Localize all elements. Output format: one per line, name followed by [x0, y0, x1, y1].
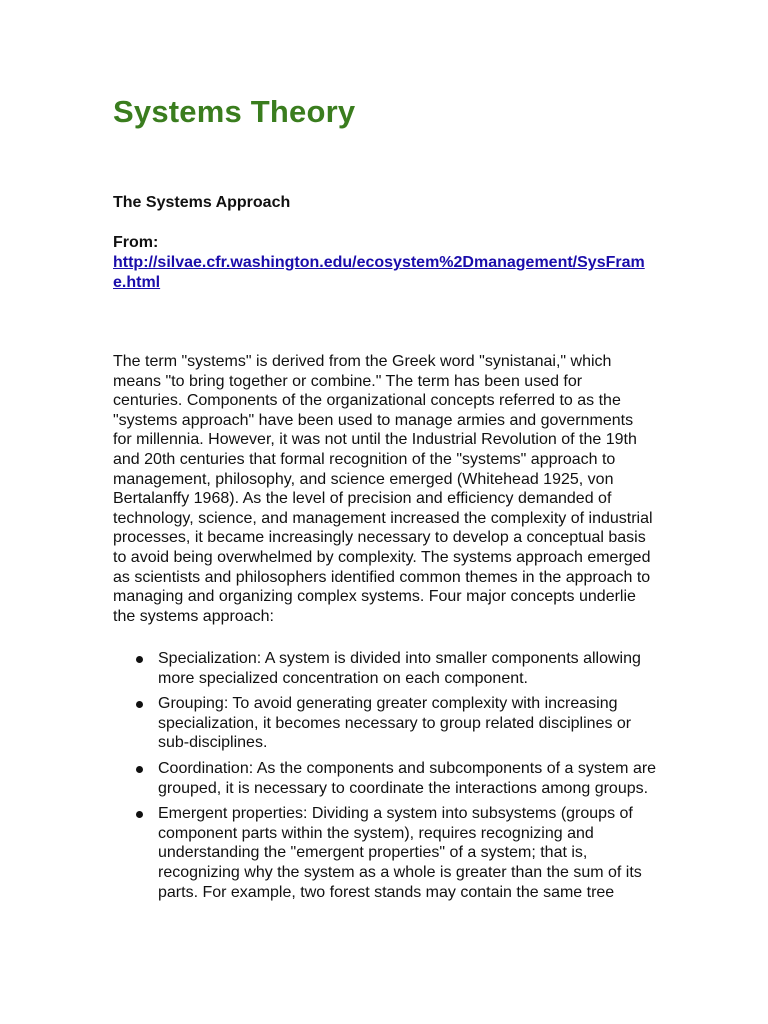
list-item [113, 649, 658, 688]
bullet-icon [136, 811, 143, 818]
source-label: From: [113, 234, 159, 251]
list-item-text: Specialization: A system is divided into smaller components allowing more specialized concentration on each component. [158, 650, 641, 687]
bullet-icon [136, 656, 143, 663]
concept-list [113, 649, 658, 908]
section-heading: The Systems Approach [113, 194, 291, 211]
list-item-text: Emergent properties: Dividing a system into subsystems (groups of component parts within the system), requires recognizing and understanding the "emergent properties" of a system; that is, recognizing why the system as a whole is greater than the sum of its parts. For example, two forest stands may contain the same tree [158, 805, 642, 901]
page-title: Systems Theory [113, 94, 356, 129]
source-link[interactable]: http://silvae.cfr.washington.edu/ecosystem%2Dmanagement/SysFrame.html [113, 254, 645, 291]
list-item [113, 759, 658, 798]
list-item-text: Coordination: As the components and subcomponents of a system are grouped, it is necessary to coordinate the interactions among groups. [158, 759, 657, 797]
intro-paragraph: The term "systems" is derived from the Greek word "synistanai," which means "to bring together or combine." The term has been used for centuries. Components of the organizational concepts referred to as the "systems approach" have been used to manage armies and governments for millennia. However, it was not until the Industrial Revolution of the 19th and 20th centuries that formal recognition of the "systems" approach to management, philosophy, and science emerged (Whitehead 1925, von Bertalanffy 1968). As the level of precision and efficiency demanded of technology, science, and management increased the complexity of industrial processes, it became increasingly necessary to develop a conceptual basis to avoid being overwhelmed by complexity. The systems approach emerged as scientists and philosophers identified common themes in the approach to managing and organizing complex systems. Four major concepts underlie the systems approach: [113, 353, 653, 625]
list-item-text: Grouping: To avoid generating greater complexity with increasing specialization, it becomes necessary to group related disciplines or sub-disciplines. [158, 695, 632, 752]
bullet-icon [136, 766, 143, 773]
bullet-icon [136, 701, 143, 708]
list-item [113, 804, 658, 902]
list-item [113, 694, 658, 753]
